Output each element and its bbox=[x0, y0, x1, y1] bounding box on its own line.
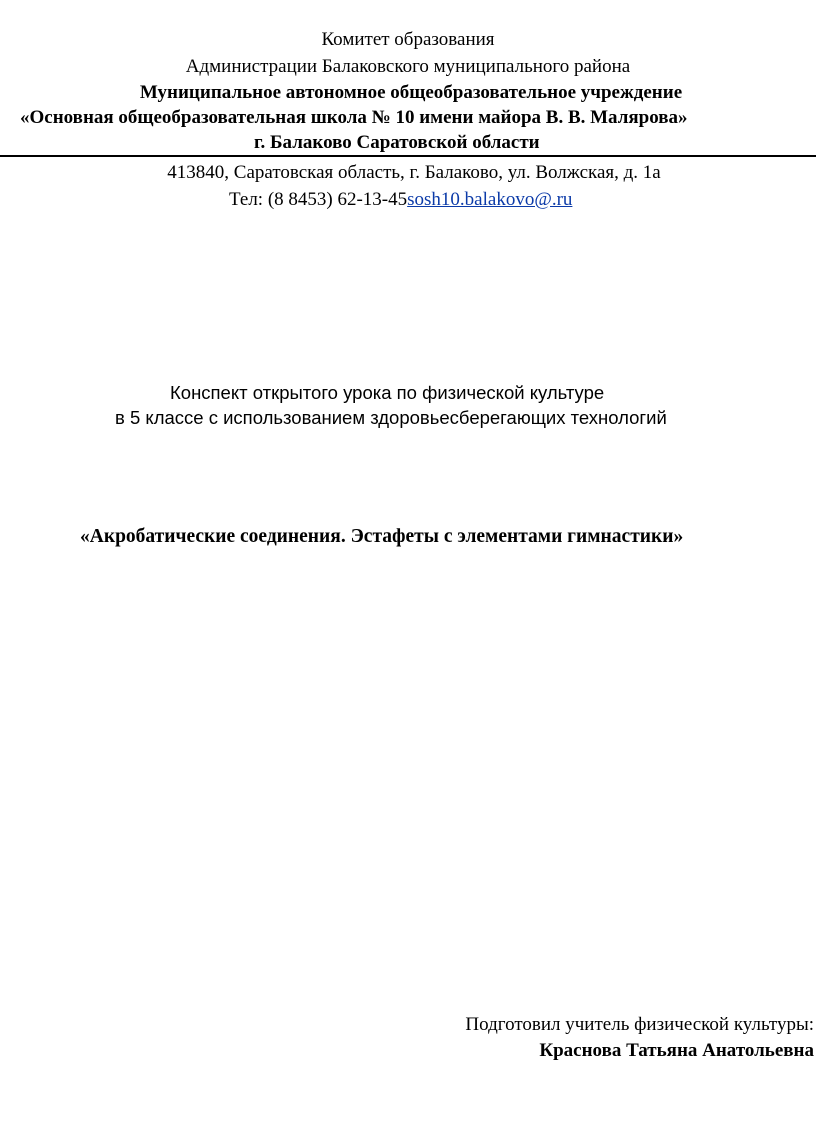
lesson-title: «Акробатические соединения. Эстафеты с элементами гимнастики» bbox=[80, 526, 684, 547]
address-line: 413840, Саратовская область, г. Балаково, ул. Волжская, д. 1а bbox=[167, 162, 661, 183]
phone-email-line bbox=[229, 190, 572, 209]
summary-line-1: Конспект открытого урока по физической культуре bbox=[170, 382, 605, 403]
author-role: Подготовил учитель физической культуры: bbox=[465, 1014, 814, 1035]
institution-type-line: Муниципальное автономное общеобразовательное учреждение bbox=[139, 82, 683, 103]
email-link[interactable]: sosh10.balakovo@.ru bbox=[407, 189, 573, 210]
phone-text: Тел: (8 8453) 62-13-45 bbox=[229, 189, 408, 210]
city-line: г. Балаково Саратовской области bbox=[254, 132, 540, 153]
school-name-line: «Основная общеобразовательная школа № 10 имени майора В. В. Малярова» bbox=[20, 107, 688, 128]
header-divider bbox=[0, 155, 816, 157]
summary-line-2: в 5 классе с использованием здоровьесберегающих технологий bbox=[115, 407, 667, 428]
author-name: Краснова Татьяна Анатольевна bbox=[539, 1040, 814, 1061]
administration-line: Администрации Балаковского муниципального района bbox=[185, 56, 631, 77]
committee-line: Комитет образования bbox=[321, 29, 495, 50]
